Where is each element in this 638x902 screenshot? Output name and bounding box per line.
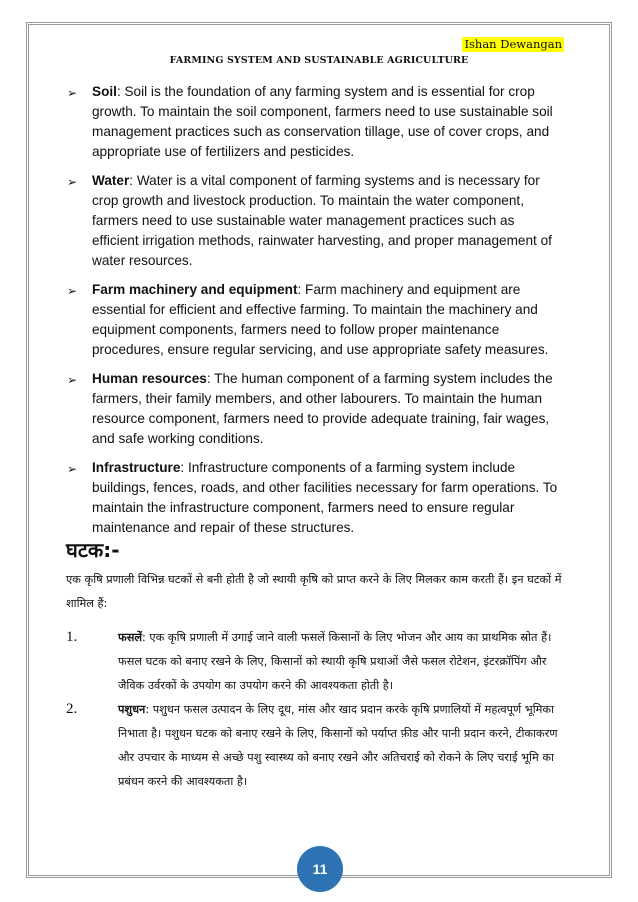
bullet-text: : Infrastructure components of a farming system include buildings, fences, roads, and other facilities necessary for farm operations. To maintain the infrastructure component, farmers need to ensure regular maintenance and repair of these structures. [92,460,558,535]
item-number: 1. [66,629,78,645]
item-text: : एक कृषि प्रणाली में उगाई जाने वाली फसलें किसानों के लिए भोजन और आय का प्राथमिक स्रोत हैं। फसल घटक को बनाए रखने के लिए, किसानों को स्थायी कृषि प्रथाओं जैसे फसल रोटेशन, इंटरक्रॉपिंग और जैविक उर्वरकों के उपयोग का उपयोग करने की आवश्यकता होती है। [118,631,552,692]
arrow-bullet-icon: ➢ [67,175,78,189]
bullet-text: : The human component of a farming system includes the farmers, their family members, and other labourers. To maintain the human resource component, farmers need to provide adequate training, fair wages, and safe working conditions. [92,371,553,446]
item-number: 2. [66,701,78,717]
bullet-farm-machinery [67,280,562,360]
numbered-item-livestock [66,698,572,794]
bullet-text: : Soil is the foundation of any farming system and is essential for crop growth. To maintain the soil component, farmers need to use sustainable soil management practices such as conservation tillage, use of cover crops, and appropriate use of fertilizers and pesticides. [92,84,553,159]
bullet-term: Human resources [92,371,207,386]
arrow-bullet-icon: ➢ [67,86,78,100]
section-heading: घटक:- [66,538,120,562]
arrow-bullet-icon: ➢ [67,462,78,476]
page-number-badge: 11 [297,846,343,892]
component-bullet-list [67,82,562,547]
running-header: FARMING SYSTEM AND SUSTAINABLE AGRICULTURE [169,55,469,66]
bullet-soil [67,82,562,162]
bullet-text: : Water is a vital component of farming systems and is necessary for crop growth and livestock production. To maintain the water component, farmers need to use sustainable water management practices such as efficient irrigation methods, rainwater harvesting, and proper management of water resources. [92,173,552,268]
bullet-infrastructure [67,458,562,538]
item-label: पशुधन [118,703,146,716]
bullet-term: Farm machinery and equipment [92,282,298,297]
author-name: Ishan Dewangan [464,37,562,51]
bullet-term: Infrastructure [92,460,181,475]
arrow-bullet-icon: ➢ [67,284,78,298]
numbered-item-crops [66,626,572,698]
bullet-text: : Farm machinery and equipment are essential for efficient and effective farming. To maintain the machinery and equipment components, farmers need to follow proper maintenance procedures, ensure regular servicing, and use appropriate safety measures. [92,282,549,357]
section-intro: एक कृषि प्रणाली विभिन्न घटकों से बनी होती है जो स्थायी कृषि को प्राप्त करने के लिए मिलकर काम करती हैं। इन घटकों में शामिल हैं: [66,573,562,610]
arrow-bullet-icon: ➢ [67,373,78,387]
bullet-human-resources [67,369,562,449]
bullet-term: Water [92,173,130,188]
item-text: : पशुधन फसल उत्पादन के लिए दूध, मांस और खाद प्रदान करके कृषि प्रणालियों में महत्वपूर्ण भूमिका निभाता है। पशुधन घटक को बनाए रखने के लिए, किसानों को पर्याप्त फ़ीड और पानी प्रदान करने, टीकाकरण और उपचार के माध्यम से अच्छे पशु स्वास्थ्य को बनाए रखने और अतिचराई को रोकने के लिए चराई भूमि का प्रबंधन करने की आवश्यकता है। [118,703,558,788]
bullet-term: Soil [92,84,117,99]
item-label: फसलें [118,631,143,644]
bullet-water [67,171,562,271]
